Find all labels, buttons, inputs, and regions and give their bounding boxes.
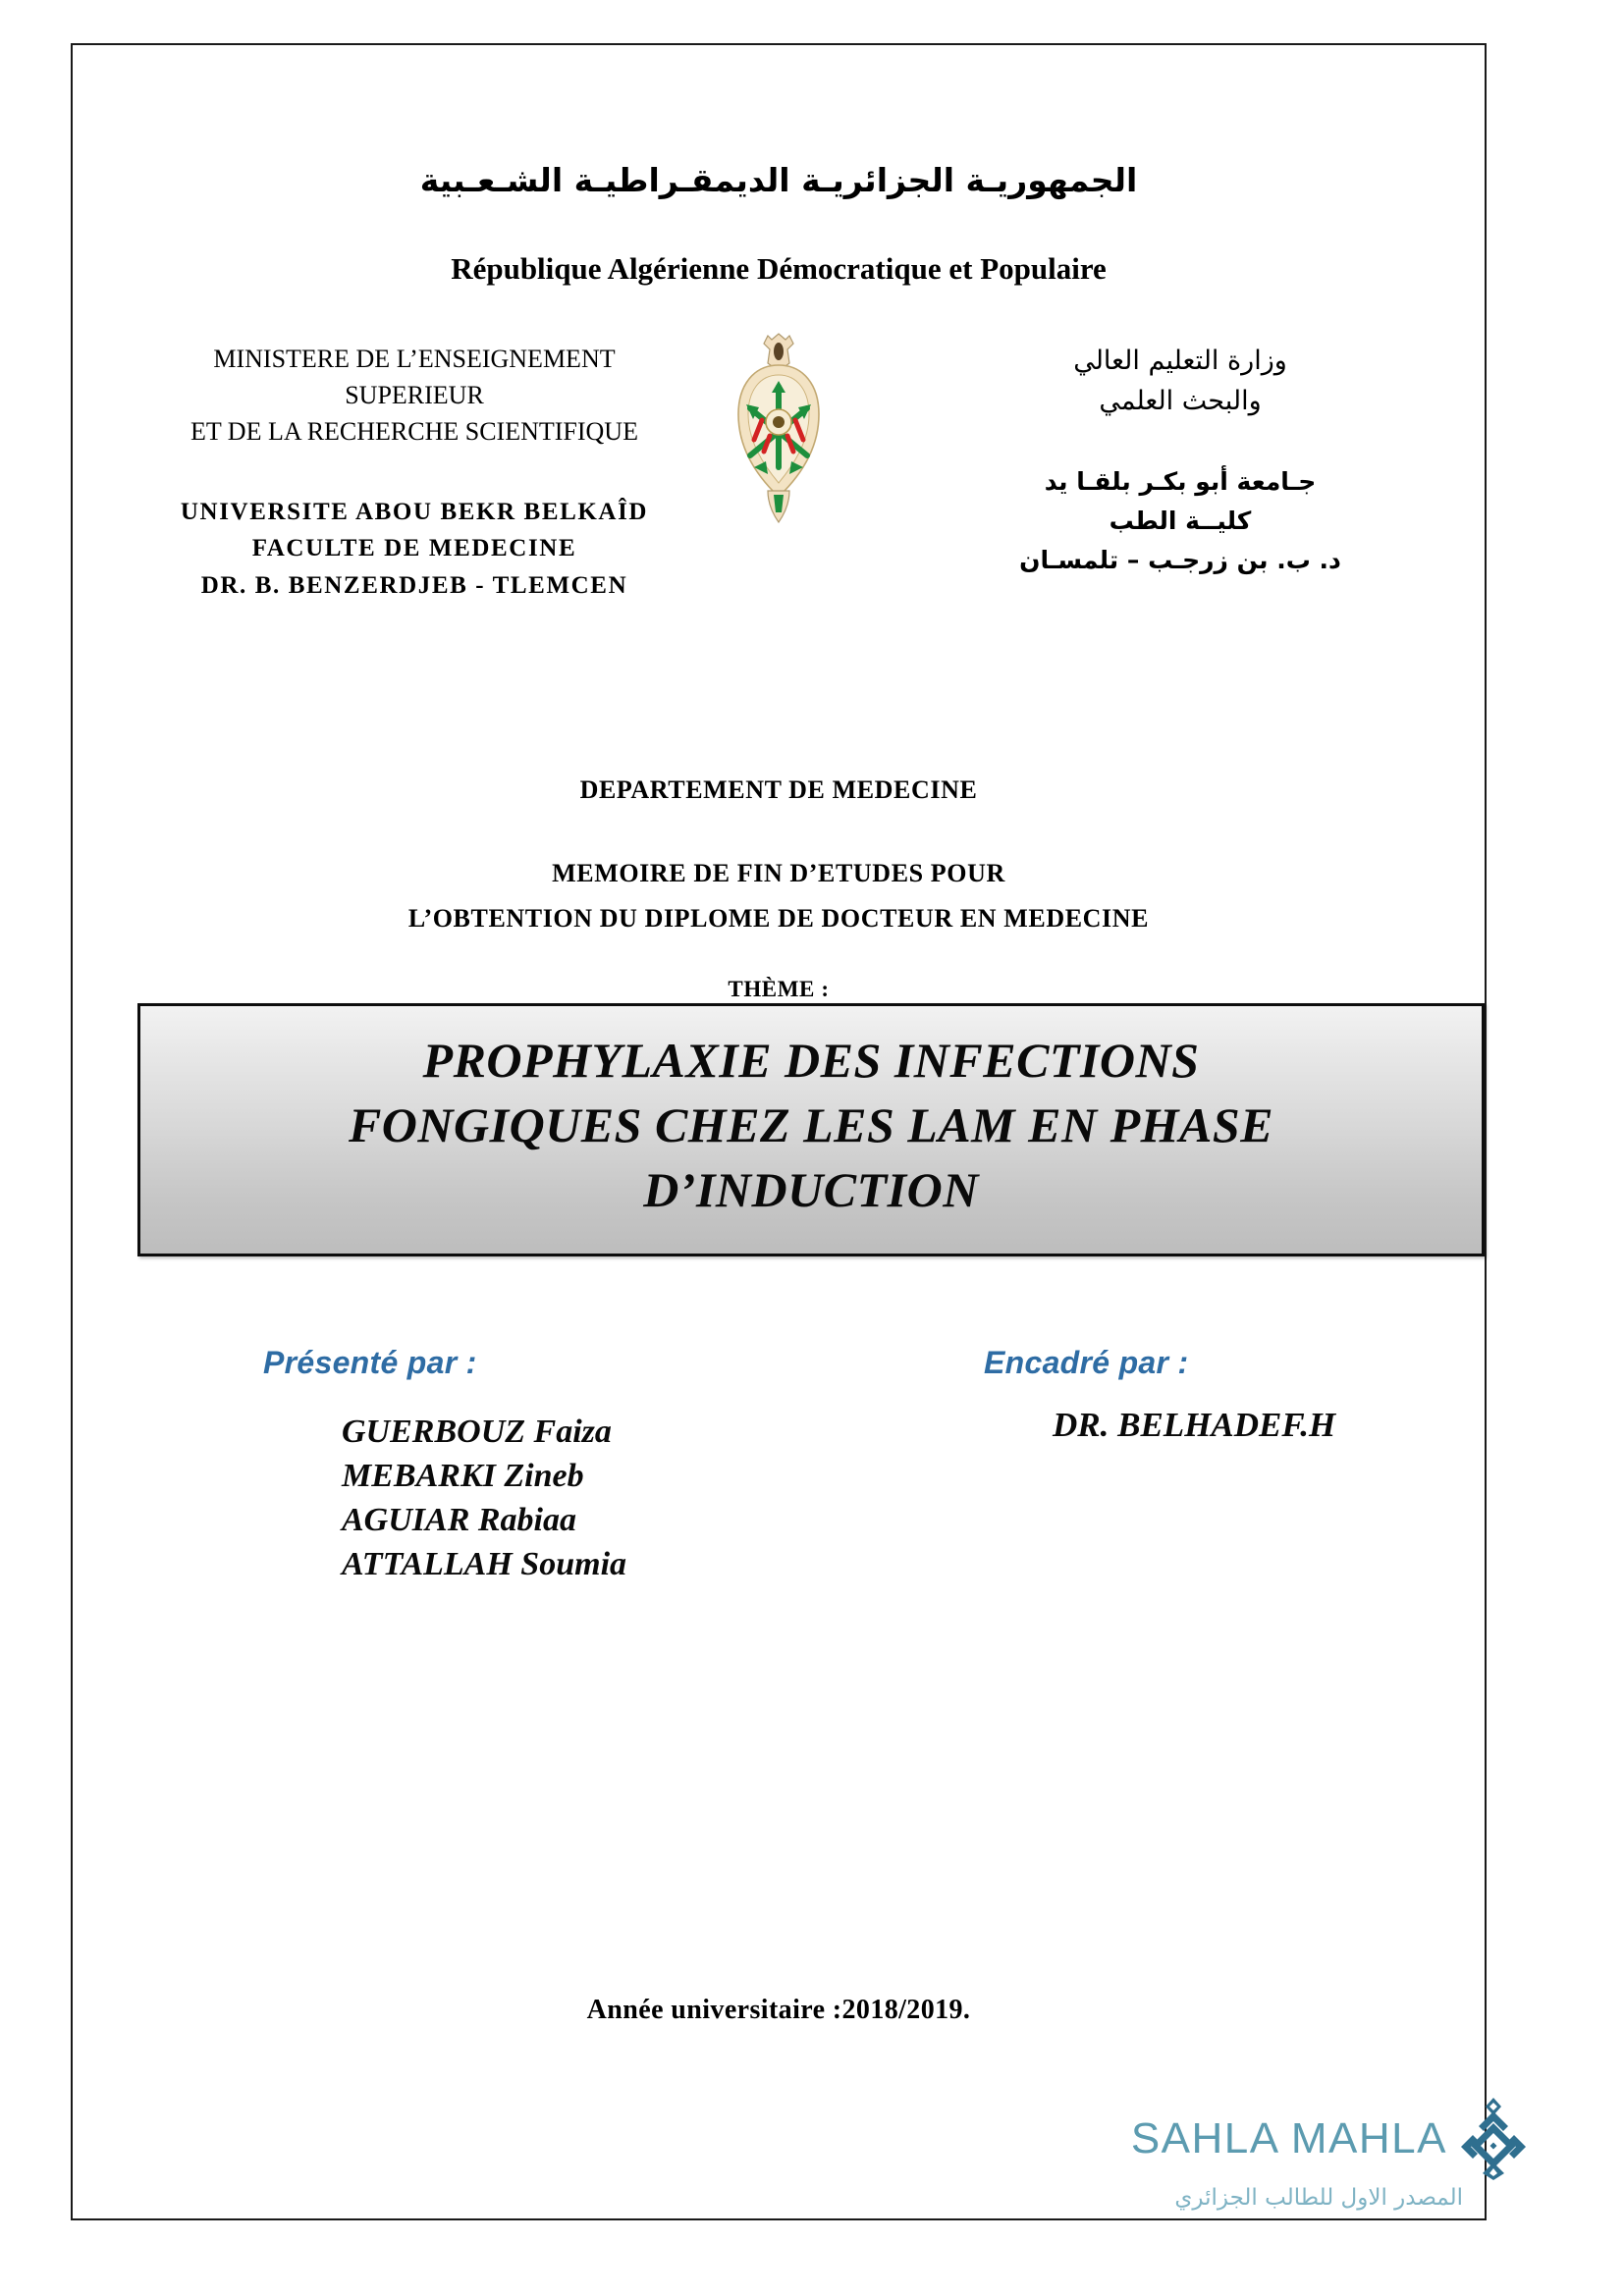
presented-by-label: Présenté par : [263,1345,477,1380]
thesis-title-line1: PROPHYLAXIE DES INFECTIONS [422,1033,1200,1088]
memoire-line2: L’OBTENTION DU DIPLOME DE DOCTEUR EN MEDECINE [407,904,1150,933]
degree-info-block [71,775,1487,1002]
watermark-brand-text: SAHLA MAHLA [1130,2114,1447,2163]
people-section [71,1345,1487,1737]
thesis-title-line3: D’INDUCTION [643,1162,979,1217]
watermark-row [1068,2098,1530,2180]
algeria-national-emblem-icon [725,330,833,526]
university-ar-line3: د. ب. بن زرجـب – تلمسـان [1019,546,1341,574]
supervisor-list [984,1403,1494,1448]
department-label: DEPARTEMENT DE MEDECINE [579,775,978,804]
university-fr-line2: FACULTE DE MEDECINE [251,535,577,562]
sahla-mahla-watermark [1068,2098,1530,2211]
university-fr-line1: UNIVERSITE ABOU BEKR BELKAÎD [180,498,649,525]
memoire-line1: MEMOIRE DE FIN D’ETUDES POUR [552,859,1005,887]
ministry-fr-line3: ET DE LA RECHERCHE SCIENTIFIQUE [190,416,638,446]
list-item: AGUIAR Rabiaa [342,1501,576,1538]
republic-french-heading: République Algérienne Démocratique et Populaire [451,251,1107,286]
list-item: GUERBOUZ Faiza [342,1414,612,1450]
thesis-title-line2: FONGIQUES CHEZ LES LAM EN PHASE [348,1097,1274,1152]
watermark-tagline: المصدر الاول للطالب الجزائري [1174,2185,1463,2211]
institution-right-column [905,342,1455,580]
thesis-title [174,1028,1448,1222]
university-ar-block [905,462,1455,580]
university-fr-block [110,494,719,605]
thesis-title-box [137,1003,1485,1256]
supervised-by-label: Encadré par : [984,1345,1189,1380]
university-ar-line2: كليــة الطب [1109,507,1252,535]
academic-year-label: Année universitaire :2018/2019. [586,1995,971,2025]
ministry-fr-line2: SUPERIEUR [345,380,484,409]
list-item: ATTALLAH Soumia [342,1545,627,1582]
sahla-mahla-diamond-logo-icon [1457,2098,1530,2180]
institution-row [81,342,1477,636]
presented-by-column [263,1345,813,1587]
student-list [263,1411,813,1587]
supervised-by-column [984,1345,1494,1448]
university-ar-line1: جـامعة أبو بكـر بلقـا يد [1044,467,1317,496]
ministry-ar-line2: والبحث العلمي [1099,385,1262,416]
ministry-fr-line1: MINISTERE DE L’ENSEIGNEMENT [213,345,616,373]
theme-label: THÈME : [728,977,830,1001]
republic-arabic-heading: الجمهوريـة الجزائريـة الديمقـراطيـة الشـعـبية [419,161,1138,199]
institution-left-column [110,342,719,604]
ministry-ar-line1: وزارة التعليم العالي [1073,346,1287,376]
list-item: DR. BELHADEF.H [1053,1406,1336,1444]
list-item: MEBARKI Zineb [342,1457,584,1494]
university-fr-line3: DR. B. BENZERDJEB - TLEMCEN [200,571,628,599]
